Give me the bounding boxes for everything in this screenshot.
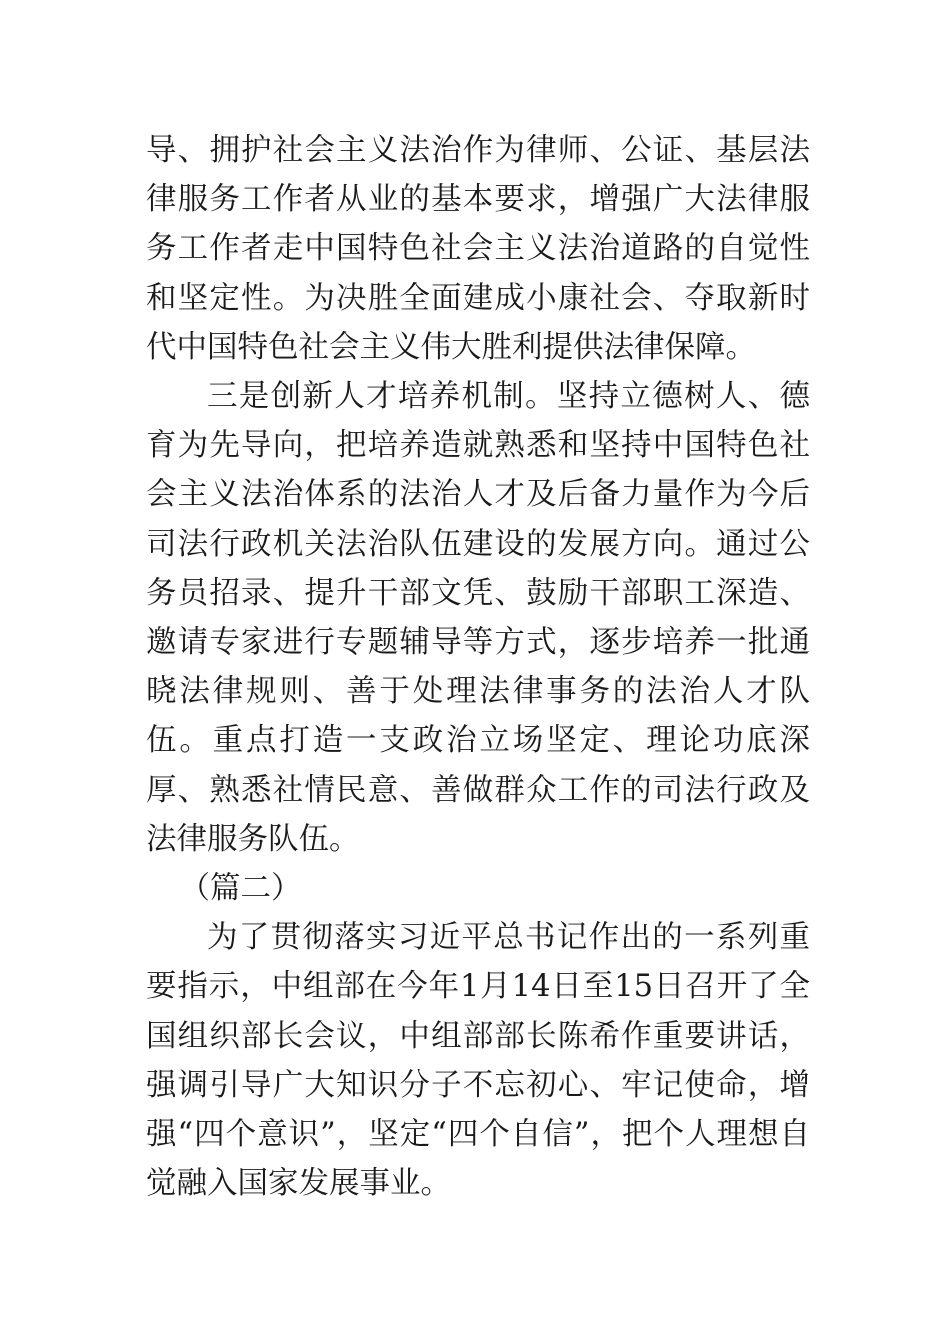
paragraph-continuation: 导、拥护社会主义法治作为律师、公证、基层法律服务工作者从业的基本要求，增强广大法律服务工作者走中国特色社会主义法治道路的自觉性和坚定性。为决胜全面建成小康社会、夺取新时代中国特色社会主义伟大胜利提供法律保障。 — [146, 133, 810, 365]
paragraph-section-two: 为了贯彻落实习近平总书记作出的一系列重要指示，中组部在今年1月14日至15日召开了全国组织部长会议，中组部部长陈希作重要讲话，强调引导广大知识分子不忘初心、牢记使命，增强“四个意识”，坚定“四个自信”，把个人理想自觉融入国家发展事业。 — [146, 920, 810, 1202]
paragraph-talent-mechanism: 三是创新人才培养机制。坚持立德树人、德育为先导向，把培养造就熟悉和坚持中国特色社会主义法治体系的法治人才及后备力量作为今后司法行政机关法治队伍建设的发展方向。通过公务员招录、提升干部文凭、鼓励干部职工深造、邀请专家进行专题辅导等方式，逐步培养一批通晓法律规则、善于处理法律事务的法治人才队伍。重点打造一支政治立场坚定、理论功底深厚、熟悉社情民意、善做群众工作的司法行政及法律服务队伍。 — [146, 379, 810, 857]
document-body — [146, 126, 810, 1208]
section-heading: （篇二） — [179, 871, 302, 907]
